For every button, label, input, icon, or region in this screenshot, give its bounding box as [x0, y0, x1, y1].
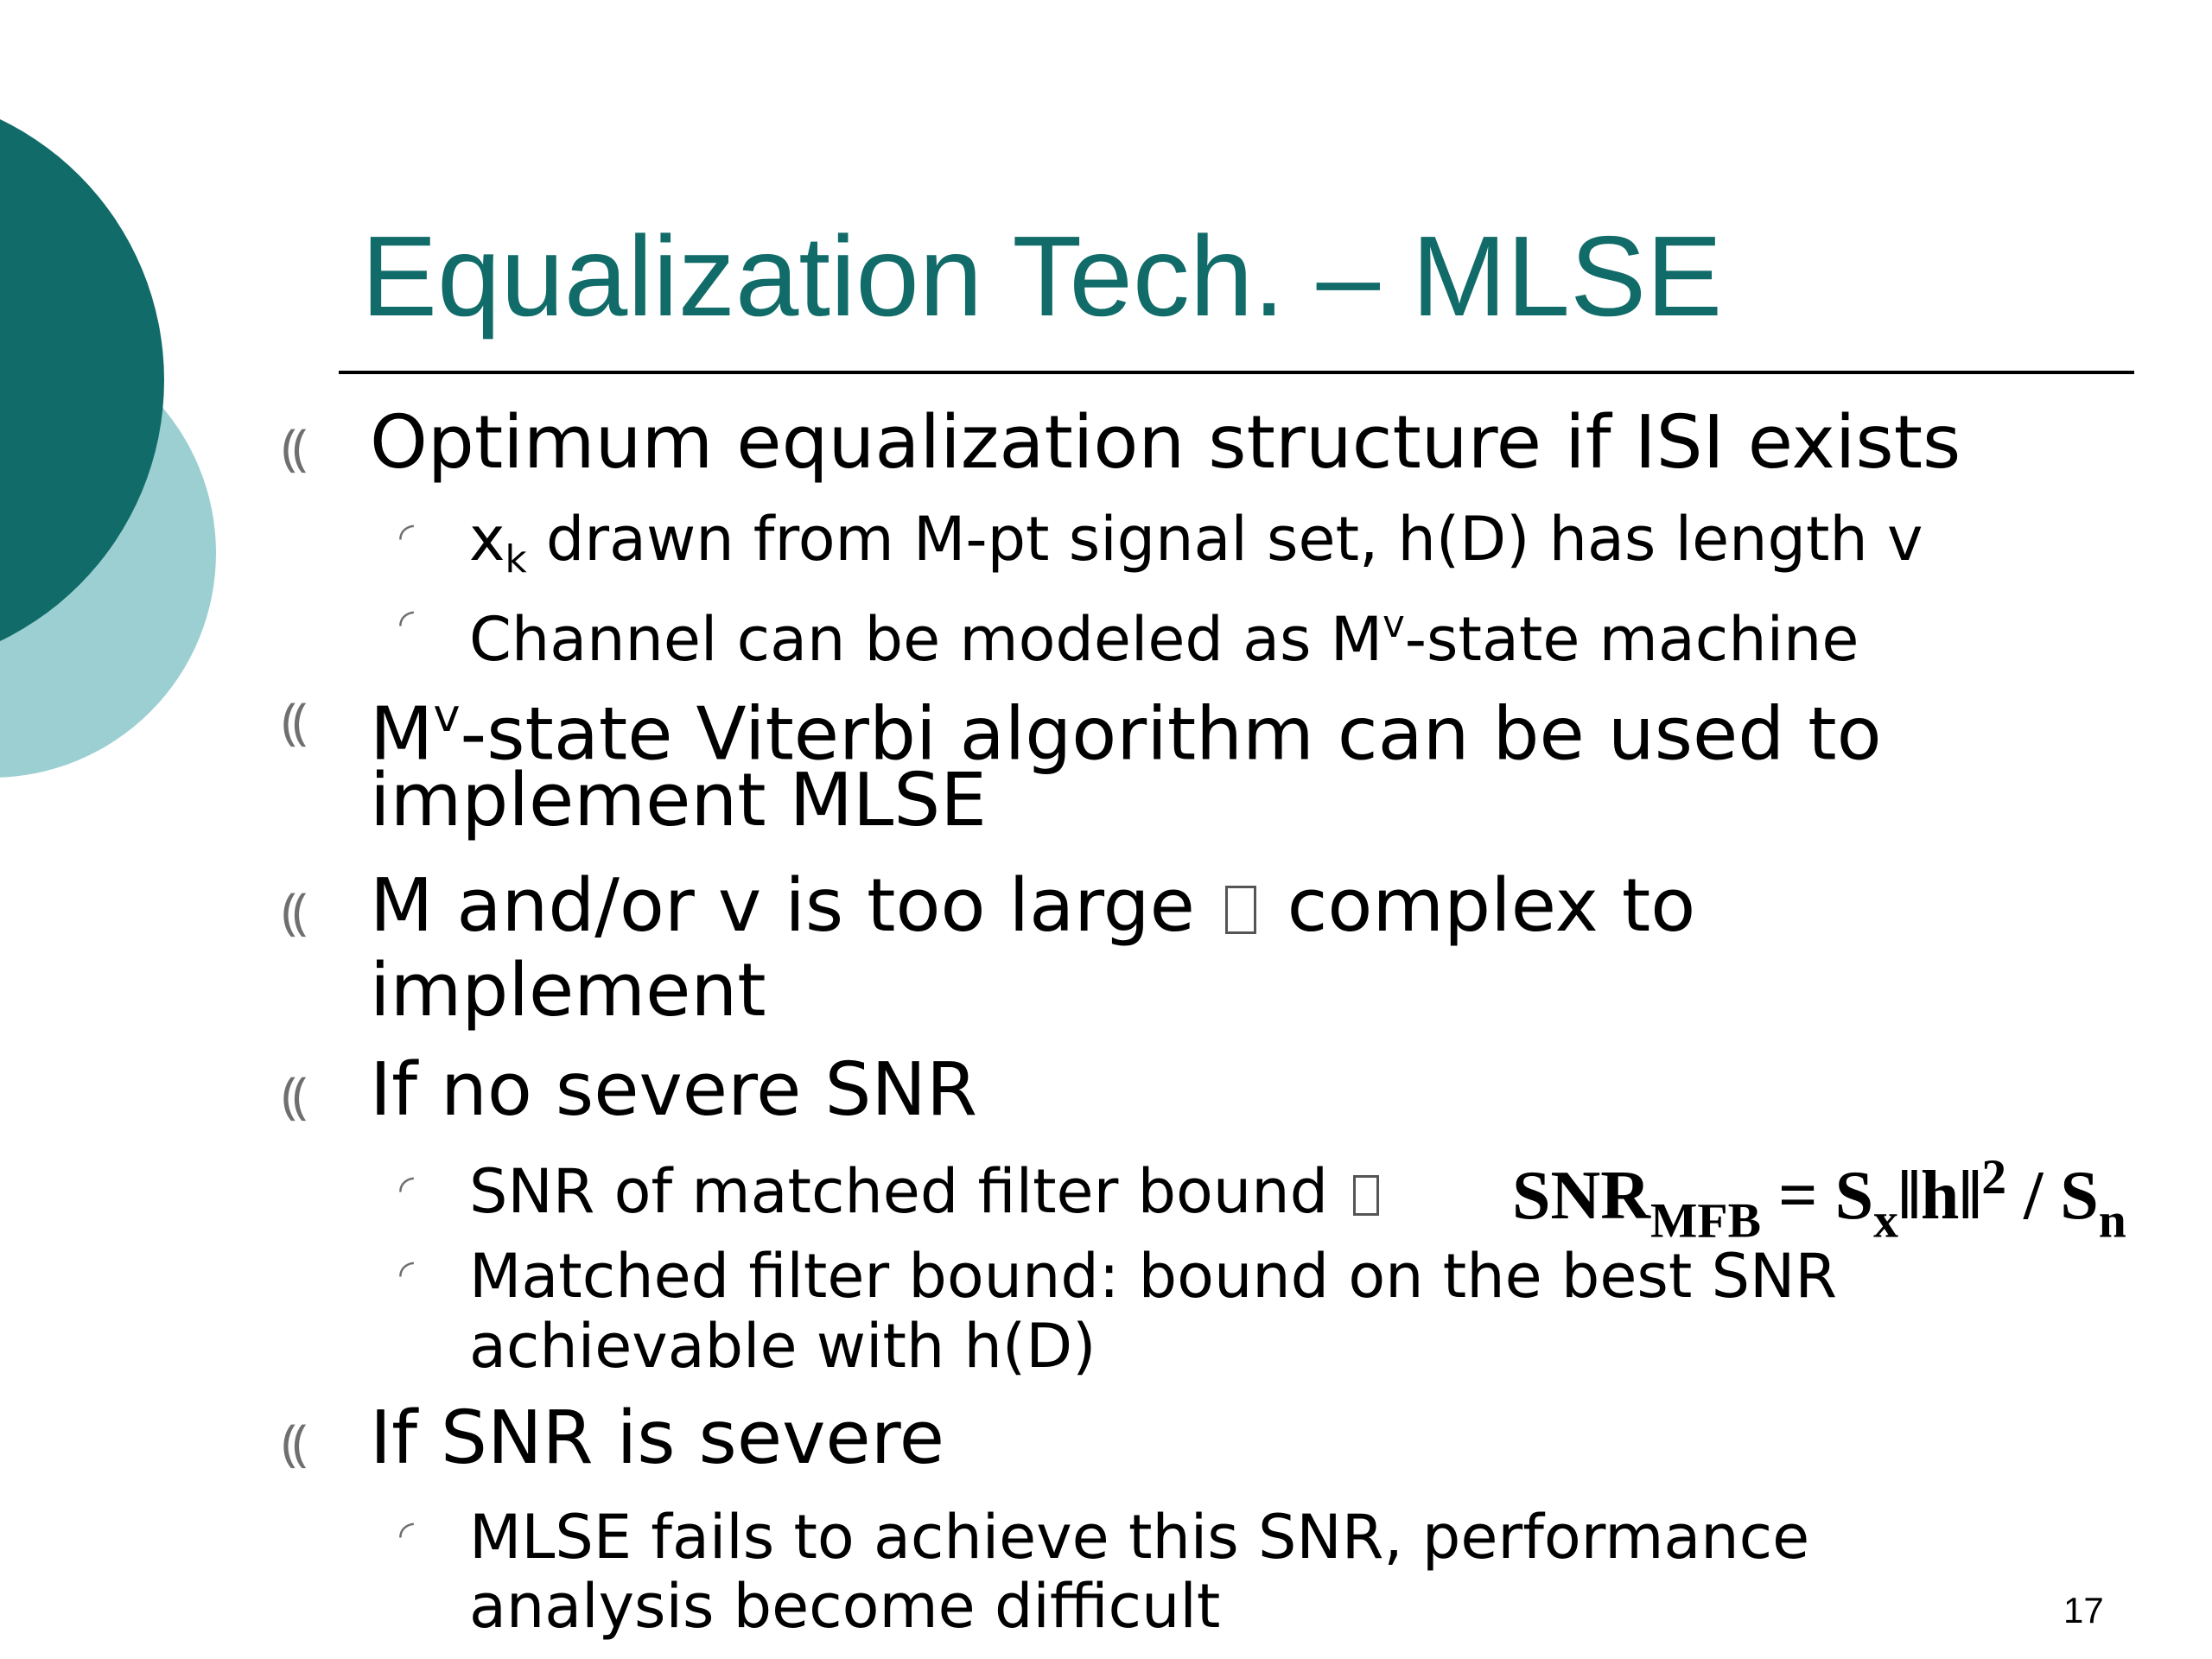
sub-bullet-mlse-fails-line1: MLSE fails to achieve this SNR, performance — [469, 1502, 1810, 1573]
sub-bullet-marker: ◜ — [399, 1167, 415, 1211]
viterbi-sup: v — [433, 690, 461, 742]
mfb-snr-text: SNR of matched filter bound — [469, 1156, 1329, 1227]
title-divider — [339, 371, 2134, 374]
bullet-no-severe-snr: If no severe SNR — [370, 1047, 978, 1133]
xk-var: x — [469, 504, 505, 575]
formula-square: 2 — [1981, 1150, 2007, 1205]
state-machine-pre: Channel can be modeled as M — [469, 603, 1383, 675]
bullet-too-large-line2: implement — [370, 948, 766, 1033]
viterbi-pre: M — [370, 691, 434, 778]
bullet-too-large-line1 — [370, 864, 1695, 948]
bullet-marker: ⸨ — [282, 1066, 308, 1125]
bullet-marker: ⸨ — [282, 1414, 308, 1472]
bullet-optimum-structure: Optimum equalization structure if ISI exists — [370, 400, 1961, 486]
formula-x-sub: x — [1873, 1193, 1898, 1249]
page-number: 17 — [2063, 1590, 2104, 1630]
sub-bullet-marker: ◜ — [399, 601, 415, 645]
sub-bullet-mfb-def-line2: achievable with h(D) — [469, 1311, 1096, 1382]
formula-snr: SNR — [1512, 1157, 1651, 1234]
bullet-marker: ⸨ — [282, 882, 308, 941]
formula-eq-s: = S — [1761, 1157, 1874, 1234]
formula-norm-h: ‖h‖ — [1897, 1157, 1982, 1234]
bullet-marker: ⸨ — [282, 418, 308, 477]
slide-title: Equalization Tech. – MLSE — [361, 213, 1723, 340]
signal-set-text: drawn from M-pt signal set, h(D) has length v — [526, 504, 1923, 575]
state-machine-post: -state machine — [1404, 603, 1859, 675]
too-large-post: complex to — [1287, 863, 1696, 949]
formula-mfb-sub: MFB — [1650, 1193, 1762, 1249]
missing-glyph-box — [1353, 1175, 1378, 1215]
bullet-severe-snr: If SNR is severe — [370, 1395, 945, 1481]
sub-bullet-marker: ◜ — [399, 1252, 415, 1296]
bullet-viterbi-line2: implement MLSE — [370, 758, 987, 843]
decorative-circles — [0, 0, 225, 881]
sub-bullet-state-machine — [469, 589, 1859, 675]
viterbi-text: -state Viterbi algorithm can be used to — [460, 691, 1882, 778]
too-large-pre: M and/or v is too large — [370, 863, 1195, 949]
bullet-marker: ⸨ — [282, 692, 308, 751]
missing-glyph-box — [1225, 886, 1256, 934]
formula-div-s: / S — [2006, 1157, 2099, 1234]
sub-bullet-mfb-snr — [469, 1156, 1385, 1227]
xk-subscript: k — [505, 537, 527, 582]
state-machine-sup: v — [1382, 603, 1405, 646]
sub-bullet-marker: ◜ — [399, 1513, 415, 1557]
sub-bullet-mlse-fails-line2: analysis become difficult — [469, 1571, 1221, 1642]
sub-bullet-mfb-def-line1: Matched filter bound: bound on the best SNR — [469, 1241, 1838, 1312]
sub-bullet-marker: ◜ — [399, 515, 415, 559]
formula-n-sub: n — [2098, 1193, 2126, 1249]
sub-bullet-signal-set — [469, 504, 1923, 595]
